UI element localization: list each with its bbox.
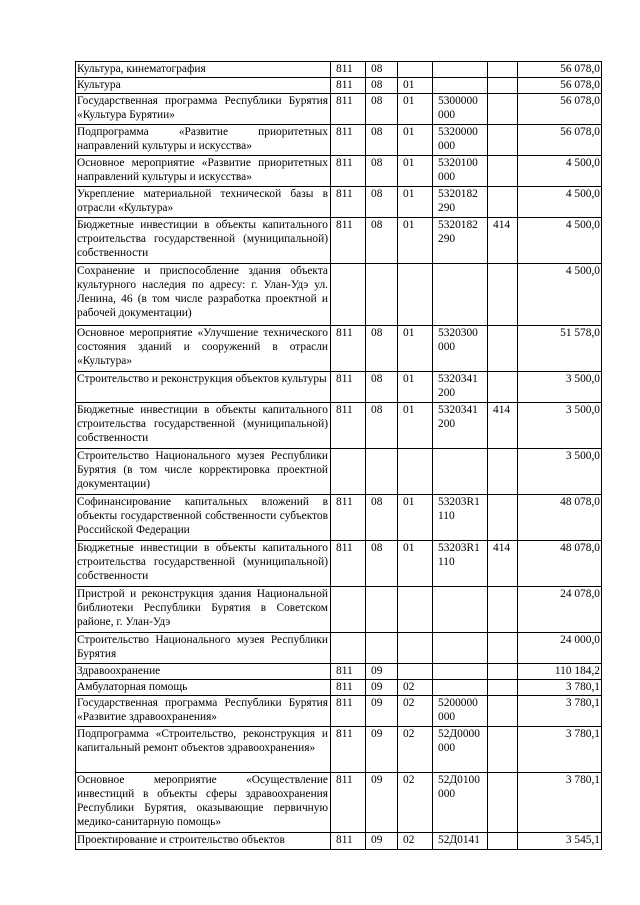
cell-name: Проектирование и строительство объектов (76, 833, 331, 850)
cell-subsection-code: 01 (398, 372, 433, 403)
cell-target-article: 5320341 200 (433, 403, 488, 449)
cell-expense-type (488, 696, 518, 727)
cell-name: Государственная программа Республики Бурятия «Культура Бурятии» (76, 94, 331, 125)
cell-ministry-code: 811 (331, 94, 366, 125)
cell-amount: 4 500,0 (518, 264, 602, 326)
cell-section-code: 09 (366, 773, 398, 833)
cell-expense-type (488, 94, 518, 125)
table-row (76, 727, 602, 773)
table-row (76, 587, 602, 633)
table-row (76, 664, 602, 680)
cell-target-article: 5320000 000 (433, 125, 488, 156)
cell-target-article: 52Д0141 (433, 833, 488, 850)
cell-target-article (433, 680, 488, 696)
cell-section-code: 08 (366, 495, 398, 541)
cell-target-article (433, 633, 488, 664)
cell-ministry-code: 811 (331, 664, 366, 680)
cell-target-article: 5320182 290 (433, 218, 488, 264)
cell-amount: 3 780,1 (518, 696, 602, 727)
cell-target-article: 53203R1 110 (433, 541, 488, 587)
cell-subsection-code: 01 (398, 94, 433, 125)
cell-expense-type (488, 587, 518, 633)
cell-target-article: 52Д0000 000 (433, 727, 488, 773)
cell-section-code: 09 (366, 680, 398, 696)
table-row (76, 680, 602, 696)
cell-subsection-code: 01 (398, 218, 433, 264)
cell-amount: 24 000,0 (518, 633, 602, 664)
cell-section-code: 09 (366, 664, 398, 680)
cell-ministry-code: 811 (331, 372, 366, 403)
table-row (76, 94, 602, 125)
cell-target-article: 52Д0100 000 (433, 773, 488, 833)
cell-subsection-code: 01 (398, 125, 433, 156)
cell-amount: 3 780,1 (518, 680, 602, 696)
cell-section-code (366, 633, 398, 664)
cell-subsection-code: 01 (398, 403, 433, 449)
cell-amount: 48 078,0 (518, 495, 602, 541)
cell-ministry-code: 811 (331, 696, 366, 727)
cell-amount: 110 184,2 (518, 664, 602, 680)
cell-section-code: 08 (366, 187, 398, 218)
cell-target-article: 5300000 000 (433, 94, 488, 125)
table-row (76, 449, 602, 495)
cell-target-article (433, 62, 488, 78)
cell-name: Государственная программа Республики Бурятия «Развитие здравоохранения» (76, 696, 331, 727)
table-row (76, 372, 602, 403)
cell-name: Культура (76, 78, 331, 94)
cell-name: Бюджетные инвестиции в объекты капитального строительства государственной (муниципальной) собственности (76, 541, 331, 587)
cell-amount: 51 578,0 (518, 326, 602, 372)
cell-amount: 48 078,0 (518, 541, 602, 587)
cell-name: Основное мероприятие «Осуществление инвестиций в объекты сферы здравоохранения Республики Бурятия, оказывающие первичную медико-санитарную помощь» (76, 773, 331, 833)
cell-amount: 3 500,0 (518, 372, 602, 403)
cell-expense-type (488, 125, 518, 156)
cell-section-code: 08 (366, 403, 398, 449)
cell-expense-type (488, 156, 518, 187)
cell-subsection-code (398, 664, 433, 680)
cell-subsection-code (398, 62, 433, 78)
cell-section-code: 08 (366, 156, 398, 187)
cell-expense-type (488, 264, 518, 326)
cell-subsection-code: 02 (398, 696, 433, 727)
cell-ministry-code: 811 (331, 403, 366, 449)
cell-target-article (433, 264, 488, 326)
cell-section-code: 08 (366, 541, 398, 587)
table-row (76, 264, 602, 326)
cell-amount: 3 780,1 (518, 773, 602, 833)
cell-section-code: 08 (366, 62, 398, 78)
cell-section-code: 08 (366, 326, 398, 372)
table-row (76, 125, 602, 156)
cell-amount: 3 500,0 (518, 403, 602, 449)
cell-expense-type (488, 833, 518, 850)
cell-expense-type (488, 326, 518, 372)
cell-subsection-code (398, 587, 433, 633)
cell-name: Основное мероприятие «Улучшение технического состояния зданий и сооружений в отрасли «Культура» (76, 326, 331, 372)
cell-ministry-code (331, 633, 366, 664)
cell-name: Амбулаторная помощь (76, 680, 331, 696)
cell-name: Подпрограмма «Развитие приоритетных направлений культуры и искусства» (76, 125, 331, 156)
cell-target-article (433, 449, 488, 495)
cell-expense-type (488, 372, 518, 403)
cell-subsection-code: 01 (398, 541, 433, 587)
cell-ministry-code (331, 587, 366, 633)
cell-expense-type: 414 (488, 541, 518, 587)
cell-subsection-code (398, 264, 433, 326)
cell-target-article (433, 587, 488, 633)
cell-expense-type (488, 187, 518, 218)
cell-amount: 3 780,1 (518, 727, 602, 773)
cell-section-code: 09 (366, 833, 398, 850)
cell-name: Культура, кинематография (76, 62, 331, 78)
cell-target-article: 53203R1 110 (433, 495, 488, 541)
cell-ministry-code: 811 (331, 187, 366, 218)
cell-target-article (433, 78, 488, 94)
table-row (76, 187, 602, 218)
cell-name: Строительство и реконструкция объектов культуры (76, 372, 331, 403)
cell-ministry-code: 811 (331, 541, 366, 587)
cell-amount: 24 078,0 (518, 587, 602, 633)
cell-ministry-code: 811 (331, 773, 366, 833)
cell-expense-type (488, 62, 518, 78)
cell-ministry-code (331, 449, 366, 495)
cell-subsection-code: 02 (398, 727, 433, 773)
table-row (76, 78, 602, 94)
cell-name: Основное мероприятие «Развитие приоритетных направлений культуры и искусства» (76, 156, 331, 187)
cell-expense-type (488, 773, 518, 833)
cell-ministry-code: 811 (331, 833, 366, 850)
table-row (76, 633, 602, 664)
cell-expense-type: 414 (488, 403, 518, 449)
cell-name: Софинансирование капитальных вложений в объекты государственной собственности субъектов Российской Федерации (76, 495, 331, 541)
cell-amount: 4 500,0 (518, 156, 602, 187)
budget-table (75, 61, 602, 850)
cell-subsection-code: 01 (398, 78, 433, 94)
cell-name: Укрепление материальной технической базы в отрасли «Культура» (76, 187, 331, 218)
cell-subsection-code: 02 (398, 773, 433, 833)
cell-name: Пристрой и реконструкция здания Национальной библиотеки Республики Бурятия в Советском районе, г. Улан-Удэ (76, 587, 331, 633)
cell-section-code: 08 (366, 125, 398, 156)
cell-name: Сохранение и приспособление здания объекта культурного наследия по адресу: г. Улан-Удэ ул. Ленина, 46 (в том числе разработка проектной и рабочей документации) (76, 264, 331, 326)
cell-ministry-code: 811 (331, 218, 366, 264)
cell-section-code: 09 (366, 696, 398, 727)
cell-section-code: 08 (366, 78, 398, 94)
cell-expense-type (488, 449, 518, 495)
table-row (76, 696, 602, 727)
cell-amount: 4 500,0 (518, 187, 602, 218)
cell-subsection-code: 01 (398, 156, 433, 187)
cell-name: Бюджетные инвестиции в объекты капитального строительства государственной (муниципальной) собственности (76, 403, 331, 449)
table-row (76, 403, 602, 449)
cell-ministry-code: 811 (331, 326, 366, 372)
table-body (76, 62, 602, 850)
cell-expense-type: 414 (488, 218, 518, 264)
cell-amount: 3 500,0 (518, 449, 602, 495)
cell-subsection-code: 01 (398, 495, 433, 541)
cell-target-article (433, 664, 488, 680)
cell-section-code: 08 (366, 218, 398, 264)
cell-ministry-code: 811 (331, 62, 366, 78)
table-row (76, 62, 602, 78)
cell-amount: 56 078,0 (518, 62, 602, 78)
cell-ministry-code: 811 (331, 727, 366, 773)
cell-expense-type (488, 680, 518, 696)
cell-section-code: 09 (366, 727, 398, 773)
cell-section-code (366, 449, 398, 495)
cell-amount: 56 078,0 (518, 94, 602, 125)
cell-name: Здравоохранение (76, 664, 331, 680)
cell-ministry-code: 811 (331, 495, 366, 541)
cell-section-code: 08 (366, 94, 398, 125)
cell-expense-type (488, 664, 518, 680)
cell-amount: 56 078,0 (518, 78, 602, 94)
cell-target-article: 5320341 200 (433, 372, 488, 403)
cell-ministry-code: 811 (331, 125, 366, 156)
cell-ministry-code (331, 264, 366, 326)
table-row (76, 541, 602, 587)
table-row (76, 218, 602, 264)
cell-name: Бюджетные инвестиции в объекты капитального строительства государственной (муниципальной) собственности (76, 218, 331, 264)
cell-expense-type (488, 495, 518, 541)
cell-expense-type (488, 727, 518, 773)
table-row (76, 156, 602, 187)
table-row (76, 833, 602, 850)
cell-subsection-code: 02 (398, 833, 433, 850)
cell-amount: 56 078,0 (518, 125, 602, 156)
cell-name: Строительство Национального музея Республики Бурятия (76, 633, 331, 664)
cell-subsection-code: 01 (398, 326, 433, 372)
cell-subsection-code (398, 449, 433, 495)
cell-expense-type (488, 78, 518, 94)
cell-name: Подпрограмма «Строительство, реконструкция и капитальный ремонт объектов здравоохранения» (76, 727, 331, 773)
cell-name: Строительство Национального музея Республики Бурятия (в том числе корректировка проектной документации) (76, 449, 331, 495)
table-row (76, 773, 602, 833)
table-row (76, 326, 602, 372)
cell-target-article: 5320100 000 (433, 156, 488, 187)
cell-target-article: 5320300 000 (433, 326, 488, 372)
cell-section-code (366, 587, 398, 633)
cell-expense-type (488, 633, 518, 664)
cell-section-code: 08 (366, 372, 398, 403)
cell-target-article: 5320182 290 (433, 187, 488, 218)
cell-subsection-code: 02 (398, 680, 433, 696)
cell-section-code (366, 264, 398, 326)
cell-ministry-code: 811 (331, 78, 366, 94)
cell-amount: 3 545,1 (518, 833, 602, 850)
table-row (76, 495, 602, 541)
cell-ministry-code: 811 (331, 156, 366, 187)
cell-amount: 4 500,0 (518, 218, 602, 264)
cell-ministry-code: 811 (331, 680, 366, 696)
cell-target-article: 5200000 000 (433, 696, 488, 727)
cell-subsection-code (398, 633, 433, 664)
cell-subsection-code: 01 (398, 187, 433, 218)
